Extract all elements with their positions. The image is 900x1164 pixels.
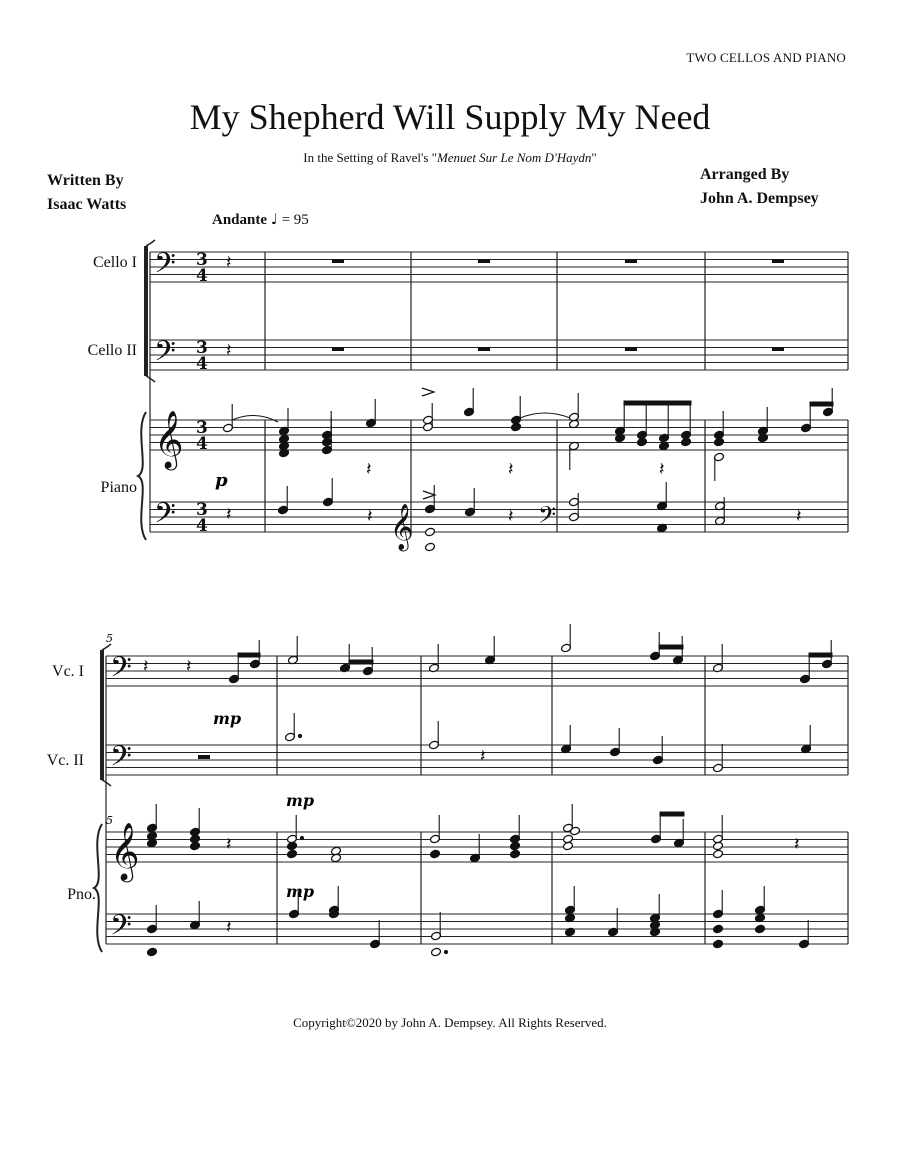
note-e3	[653, 736, 664, 765]
treble-clef-pno-rh: 𝄞	[110, 822, 140, 880]
quarter-rest: 𝄽	[366, 459, 372, 480]
notes	[147, 388, 834, 957]
time-signature-bottom: 4	[196, 516, 208, 536]
notehead	[713, 939, 724, 949]
whole-rest	[772, 259, 784, 263]
note-g5	[366, 399, 377, 428]
dot	[444, 950, 447, 953]
chord-note	[510, 841, 521, 851]
note-a3	[429, 721, 440, 750]
notehead	[147, 947, 158, 957]
notehead	[714, 437, 725, 447]
note-e4	[565, 886, 576, 915]
note-g3	[561, 725, 572, 754]
chord-note	[287, 841, 298, 851]
notehead	[431, 947, 442, 957]
dot	[298, 734, 301, 737]
notehead	[430, 849, 441, 859]
quarter-note-icon: ♩	[270, 210, 278, 228]
note-d3	[147, 905, 158, 934]
note-b4	[430, 849, 441, 859]
chord-note	[190, 841, 201, 851]
note-c3	[713, 939, 724, 949]
instrument-label-cello1: Cello I	[93, 254, 137, 271]
note-g5	[190, 808, 201, 837]
instrument-label-vc2: Vc. II	[46, 752, 84, 769]
whole-rest	[478, 259, 490, 263]
dynamic-p-piano: p	[215, 470, 228, 491]
quarter-rest: 𝄽	[226, 252, 232, 273]
note-a2	[431, 947, 442, 957]
chord-note	[510, 849, 521, 859]
note-c3	[715, 497, 726, 526]
page-title: My Shepherd Will Supply My Need	[189, 97, 711, 137]
staff-lines	[106, 252, 848, 944]
note-e4	[714, 452, 725, 481]
note-c4	[425, 542, 436, 552]
note-e5	[223, 404, 234, 433]
note-d5	[674, 819, 685, 848]
note-c6	[464, 388, 475, 417]
tie	[232, 415, 278, 422]
measure-number-5: 5	[106, 632, 113, 645]
note-g2	[147, 947, 158, 957]
accent-mark	[423, 491, 435, 499]
tempo-bpm: = 95	[281, 212, 309, 228]
subtitle-suffix: "	[591, 150, 597, 165]
instrument-label-piano: Piano	[100, 479, 137, 496]
quarter-rest: 𝄽	[226, 340, 232, 361]
time-signature-top: 3	[196, 500, 208, 520]
quarter-rest: 𝄽	[367, 506, 373, 527]
quarter-rest: 𝄽	[659, 459, 665, 480]
note-g3	[755, 924, 766, 934]
note-e3	[340, 644, 351, 673]
instrumentation-label: TWO CELLOS AND PIANO	[686, 50, 846, 65]
time-signatures	[196, 250, 208, 536]
note-e3	[713, 644, 724, 673]
chord-note	[713, 841, 724, 851]
notehead	[510, 841, 521, 851]
notehead	[563, 841, 574, 851]
note-f3	[657, 482, 668, 511]
note-c4	[650, 894, 661, 923]
subtitle-prefix: In the Setting of Ravel's "	[303, 150, 437, 165]
beam	[809, 653, 832, 657]
quarter-rest: 𝄽	[186, 656, 192, 677]
notehead	[713, 841, 724, 851]
bass-clef-cello1: 𝄢	[154, 247, 176, 287]
whole-rest	[625, 259, 637, 263]
notehead	[713, 849, 724, 859]
note-c4	[561, 624, 572, 653]
notehead	[190, 841, 201, 851]
notehead	[637, 437, 648, 447]
note-e5	[651, 815, 662, 844]
quarter-rest: 𝄽	[508, 459, 514, 480]
instrument-label-vc1: Vc. I	[52, 663, 84, 680]
quarter-rest: 𝄽	[143, 656, 149, 677]
note-c3	[799, 920, 810, 949]
notehead	[425, 542, 436, 552]
note-e5	[801, 404, 812, 433]
chord-note	[714, 411, 725, 440]
notehead	[287, 849, 298, 859]
measure-number-5-piano: 5	[106, 814, 113, 827]
bass-clef-piano-lh: 𝄢	[154, 497, 176, 537]
half-rest	[198, 755, 210, 759]
beam	[349, 660, 373, 664]
note-g5	[511, 396, 522, 425]
dot	[300, 836, 303, 839]
dynamic-mp-cello1: mp	[213, 709, 242, 728]
note-e5	[430, 815, 441, 844]
note-e5	[713, 815, 724, 844]
note-c3	[431, 912, 442, 941]
quarter-rest: 𝄽	[226, 834, 232, 855]
notehead	[287, 841, 298, 851]
time-signature-bottom: 4	[196, 434, 208, 454]
accent-mark	[422, 388, 434, 396]
quarter-rest: 𝄽	[480, 746, 486, 767]
note-e4	[755, 886, 766, 915]
note-e4	[425, 527, 436, 537]
beam	[810, 402, 833, 406]
quarter-rest: 𝄽	[226, 917, 232, 938]
instrument-label-pno: Pno.	[67, 886, 96, 903]
note-c3	[800, 655, 811, 684]
notehead	[510, 849, 521, 859]
clefs	[110, 247, 556, 949]
written-by-label: Written By	[47, 172, 124, 189]
note-e4	[323, 478, 334, 507]
note-e3	[190, 901, 201, 930]
quarter-rest: 𝄽	[796, 506, 802, 527]
chord-note	[681, 437, 692, 447]
chord-note	[714, 437, 725, 447]
note-d4	[713, 890, 724, 919]
chord-note	[287, 849, 298, 859]
arranged-by-label: Arranged By	[700, 166, 790, 183]
note-d4	[278, 486, 289, 515]
note-g3	[713, 924, 724, 934]
bass-clef-pno-lh: 𝄢	[110, 909, 132, 949]
beam	[659, 645, 683, 649]
time-signature-bottom: 4	[196, 354, 208, 374]
notehead	[713, 924, 724, 934]
notehead	[755, 924, 766, 934]
note-a4	[569, 441, 580, 470]
quarter-rest: 𝄽	[508, 506, 514, 527]
barlines	[106, 252, 848, 944]
written-by-name: Isaac Watts	[47, 196, 127, 213]
tie	[520, 413, 570, 418]
instrument-label-cello2: Cello II	[87, 342, 137, 359]
subtitle-work: Menuet Sur Le Nom D'Haydn	[436, 150, 592, 165]
note-g3	[288, 636, 299, 665]
note-c4	[285, 713, 296, 742]
time-signature-top: 3	[196, 338, 208, 358]
copyright-notice: Copyright©2020 by John A. Dempsey. All Rights Reserved.	[293, 1015, 607, 1030]
treble-clef-change: 𝄞	[390, 504, 414, 550]
time-signature-top: 3	[196, 250, 208, 270]
whole-rest	[332, 259, 344, 263]
note-a3	[569, 493, 580, 522]
chord-note	[758, 407, 769, 436]
note-e5	[510, 815, 521, 844]
note-c3	[713, 744, 724, 773]
note-g3	[801, 725, 812, 754]
piano-brace	[138, 412, 146, 540]
quarter-rest: 𝄽	[794, 834, 800, 855]
notehead	[425, 527, 436, 537]
whole-rest	[478, 347, 490, 351]
dynamic-mp-piano-rh: mp	[286, 791, 315, 810]
bracket-hook	[146, 240, 155, 246]
whole-rest	[772, 347, 784, 351]
note-g3	[673, 636, 684, 665]
chord-note	[713, 849, 724, 859]
bass-clef-change: 𝄢	[538, 501, 557, 534]
chord-note	[637, 437, 648, 447]
arranged-by-name: John A. Dempsey	[700, 190, 819, 207]
tempo-word: Andante	[212, 212, 268, 228]
note-c3	[370, 920, 381, 949]
beam	[238, 653, 260, 657]
note-c5	[563, 841, 574, 851]
note-c3	[229, 655, 240, 684]
note-g5	[569, 393, 580, 422]
time-signature-top: 3	[196, 418, 208, 438]
treble-clef-piano-rh: 𝄞	[154, 410, 184, 468]
piano-brace	[94, 824, 102, 952]
whole-rest	[625, 347, 637, 351]
note-b4	[425, 485, 436, 514]
quarter-rest: 𝄽	[226, 504, 232, 525]
whole-rest	[332, 347, 344, 351]
bass-clef-vc2: 𝄢	[110, 740, 132, 780]
notehead	[681, 437, 692, 447]
note-e3	[429, 644, 440, 673]
bass-clef-vc1: 𝄢	[110, 651, 132, 691]
bass-clef-cello2: 𝄢	[154, 335, 176, 375]
note-a5	[147, 804, 158, 833]
note-f3	[610, 728, 621, 757]
beam	[624, 401, 691, 405]
beam	[660, 812, 684, 816]
note-g3	[485, 636, 496, 665]
note-a4	[470, 834, 481, 863]
dynamic-mp-piano-lh: mp	[286, 882, 315, 901]
time-signature-bottom: 4	[196, 266, 208, 286]
note-f3	[608, 908, 619, 937]
note-e5	[287, 815, 298, 844]
